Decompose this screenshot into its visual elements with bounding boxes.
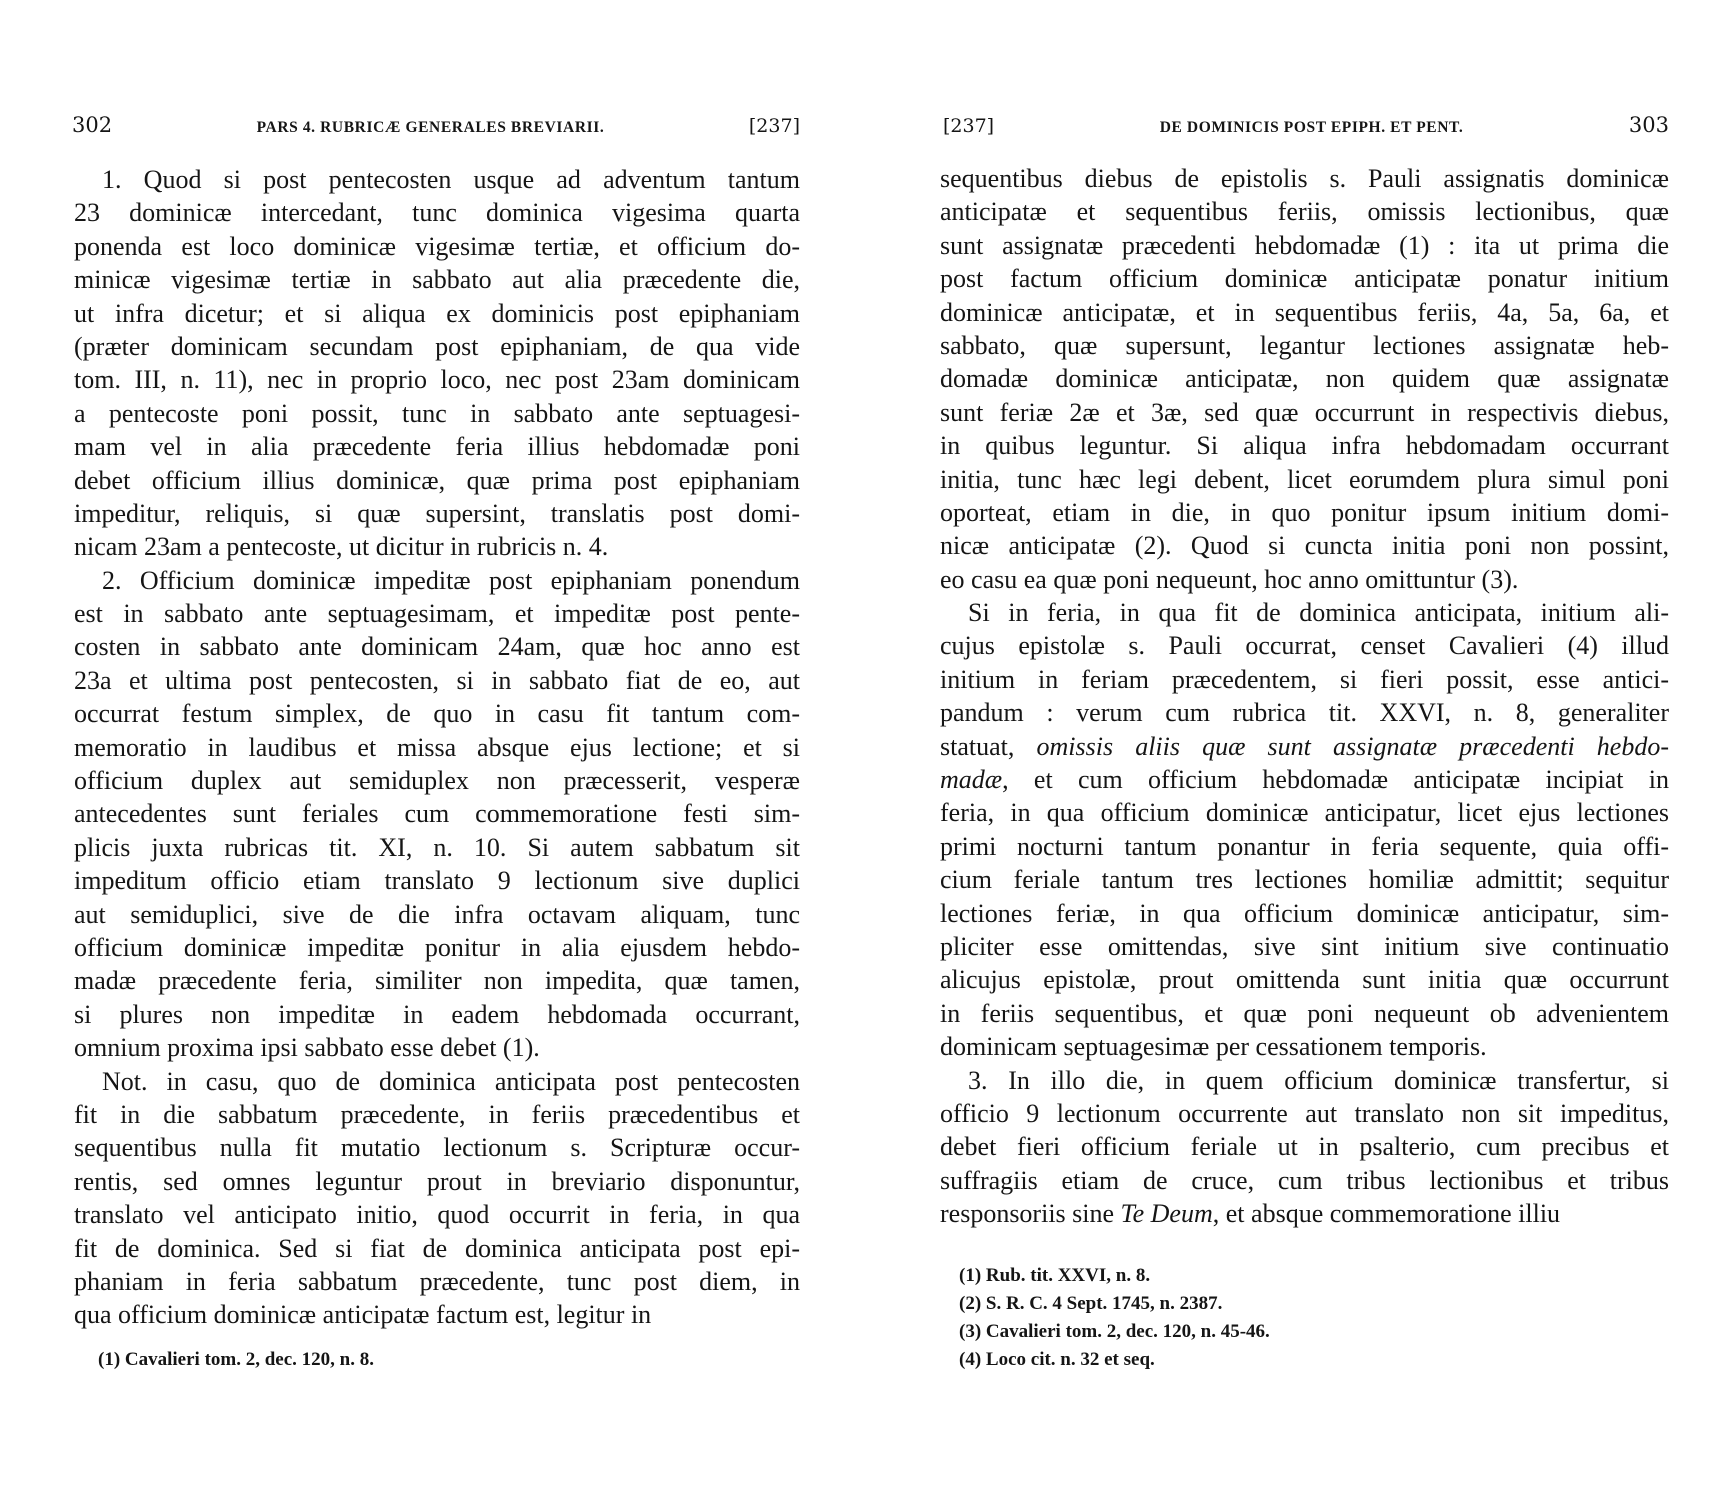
right-footnotes xyxy=(959,1262,1270,1374)
right-running-head xyxy=(943,113,1669,143)
left-text-line: mam vel in alia præcedente feria illius hebdomadæ poni xyxy=(74,432,800,462)
left-text-line: (præter dominicam secundam post epiphaniam, de qua vide xyxy=(74,331,800,361)
right-footnote: (4) Loco cit. n. 32 et seq. xyxy=(959,1349,1155,1370)
right-text-line: sunt assignatæ præcedenti hebdomadæ (1) : ita ut prima die xyxy=(940,230,1669,260)
left-text-line: costen in sabbato ante dominicam 24am, quæ hoc anno est xyxy=(74,632,800,662)
left-text-line: omnium proxima ipsi sabbato esse debet (1). xyxy=(74,1033,540,1063)
left-text-line: Not. in casu, quo de dominica anticipata post pentecosten xyxy=(102,1066,800,1096)
right-text-line: Si in feria, in qua fit de dominica anticipata, initium ali- xyxy=(968,598,1669,628)
right-text-line: madæ, et cum officium hebdomadæ anticipatæ incipiat in xyxy=(940,765,1669,795)
left-text-line: debet officium illius dominicæ, quæ prima post epiphaniam xyxy=(74,465,800,495)
left-text-line: ponenda est loco dominicæ vigesimæ tertiæ, et officium do- xyxy=(74,231,800,261)
right-text-line: sunt feriæ 2æ et 3æ, sed quæ occurrunt in respectivis diebus, xyxy=(940,397,1669,427)
left-text-line: ut infra dicetur; et si aliqua ex dominicis post epiphaniam xyxy=(74,298,800,328)
right-text-line: sabbato, quæ supersunt, legantur lectiones assignatæ heb- xyxy=(940,330,1669,360)
left-text-line: 23 dominicæ intercedant, tunc dominica vigesima quarta xyxy=(74,198,800,228)
right-text-line: primi nocturni tantum ponantur in feria sequente, quia offi- xyxy=(940,831,1669,861)
left-text-line: sequentibus nulla fit mutatio lectionum s. Scripturæ occur- xyxy=(74,1133,800,1163)
right-text-line: officio 9 lectionum occurrente aut translato non sit impeditus, xyxy=(940,1098,1669,1128)
right-text-line: debet fieri officium feriale ut in psalterio, cum precibus et xyxy=(940,1132,1669,1162)
left-footnote: (1) Cavalieri tom. 2, dec. 120, n. 8. xyxy=(98,1349,374,1370)
right-text-line: pliciter esse omittendas, sive sint initium sive continuatio xyxy=(940,931,1669,961)
left-body-text xyxy=(74,163,800,1332)
left-text-line: si plures non impeditæ in eadem hebdomada occurrant, xyxy=(74,999,800,1029)
left-text-line: officium dominicæ impeditæ ponitur in alia ejusdem hebdo- xyxy=(74,932,800,962)
left-text-line: impeditum officio etiam translato 9 lectionum sive duplici xyxy=(74,866,800,896)
left-text-line: aut semiduplici, sive de die infra octavam aliquam, tunc xyxy=(74,899,800,929)
right-section-ref: [237] xyxy=(943,115,995,137)
left-text-line: occurrat festum simplex, de quo in casu fit tantum com- xyxy=(74,699,800,729)
right-text-line: alicujus epistolæ, prout omittenda sunt initia quæ occurrunt xyxy=(940,965,1669,995)
right-text-line: initia, tunc hæc legi debent, licet eorumdem plura simul poni xyxy=(940,464,1669,494)
right-page-number: 303 xyxy=(1628,113,1669,137)
right-text-line: cium feriale tantum tres lectiones homiliæ admittit; sequitur xyxy=(940,865,1669,895)
right-text-line: sequentibus diebus de epistolis s. Pauli assignatis dominicæ xyxy=(940,164,1669,193)
right-text-line: dominicæ anticipatæ, et in sequentibus feriis, 4a, 5a, 6a, et xyxy=(940,297,1669,327)
right-text-line: suffragiis etiam de cruce, cum tribus lectionibus et tribus xyxy=(940,1165,1669,1195)
right-text-line: dominicam septuagesimæ per cessationem temporis. xyxy=(940,1032,1487,1062)
right-page xyxy=(867,0,1734,1500)
left-text-line: antecedentes sunt feriales cum commemoratione festi sim- xyxy=(74,799,800,829)
right-text-line: in feriis sequentibus, et quæ poni nequeunt ob advenientem xyxy=(940,998,1669,1028)
right-text-line: eo casu ea quæ poni nequeunt, hoc anno omittuntur (3). xyxy=(940,564,1519,594)
right-text-line: 3. In illo die, in quem officium dominicæ transfertur, si xyxy=(968,1065,1669,1095)
left-page-number: 302 xyxy=(72,113,113,137)
right-text-line: anticipatæ et sequentibus feriis, omissis lectionibus, quæ xyxy=(940,197,1669,227)
left-text-line: memoratio in laudibus et missa absque ejus lectione; et si xyxy=(74,732,800,762)
right-running-title: DE DOMINICIS POST EPIPH. ET PENT. xyxy=(1159,119,1464,136)
left-text-line: 23a et ultima post pentecosten, si in sabbato fiat de eo, aut xyxy=(74,665,800,695)
left-text-line: madæ præcedente feria, similiter non impedita, quæ tamen, xyxy=(74,966,800,996)
right-text-line: initium in feriam præcedentem, si fieri possit, esse antici- xyxy=(940,664,1669,694)
left-running-title: PARS 4. RUBRICÆ GENERALES BREVIARII. xyxy=(256,119,605,136)
right-text-line: statuat, omissis aliis quæ sunt assignatæ præcedenti hebdo- xyxy=(940,731,1669,761)
right-text-line: lectiones feriæ, in qua officium dominicæ anticipatur, sim- xyxy=(940,898,1669,928)
left-text-line: tom. III, n. 11), nec in proprio loco, nec post 23am dominicam xyxy=(74,365,800,395)
left-text-line: 1. Quod si post pentecosten usque ad adventum tantum xyxy=(102,165,800,194)
right-footnote: (1) Rub. tit. XXVI, n. 8. xyxy=(959,1265,1151,1286)
left-section-ref: [237] xyxy=(748,115,800,137)
left-text-line: translato vel anticipato initio, quod occurrit in feria, in qua xyxy=(74,1200,800,1230)
left-text-line: officium duplex aut semiduplex non præcesserit, vesperæ xyxy=(74,766,800,796)
left-text-line: a pentecoste poni possit, tunc in sabbato ante septuagesi- xyxy=(74,398,800,428)
right-text-line: in quibus leguntur. Si aliqua infra hebdomadam occurrant xyxy=(940,431,1669,461)
left-text-line: phaniam in feria sabbatum præcedente, tunc post diem, in xyxy=(74,1266,800,1296)
right-text-line: responsoriis sine Te Deum, et absque commemoratione illiu xyxy=(940,1199,1561,1229)
left-text-line: impeditur, reliquis, si quæ supersint, translatis post domi- xyxy=(74,498,800,528)
right-text-line: feria, in qua officium dominicæ anticipatur, licet ejus lectiones xyxy=(940,798,1669,828)
right-text-line: oporteat, etiam in die, in quo ponitur ipsum initium domi- xyxy=(940,497,1669,527)
left-text-line: nicam 23am a pentecoste, ut dicitur in rubricis n. 4. xyxy=(74,532,609,562)
right-text-line: post factum officium dominicæ anticipatæ ponatur initium xyxy=(940,264,1669,294)
right-text-line: cujus epistolæ s. Pauli occurrat, censet Cavalieri (4) illud xyxy=(940,631,1669,661)
left-footnotes xyxy=(98,1346,374,1374)
left-text-line: minicæ vigesimæ tertiæ in sabbato aut alia præcedente die, xyxy=(74,265,800,295)
left-text-line: plicis juxta rubricas tit. XI, n. 10. Si autem sabbatum sit xyxy=(74,832,800,862)
right-text-line: domadæ dominicæ anticipatæ, non quidem quæ assignatæ xyxy=(940,364,1669,394)
right-footnote: (2) S. R. C. 4 Sept. 1745, n. 2387. xyxy=(959,1293,1223,1314)
left-text-line: est in sabbato ante septuagesimam, et impeditæ post pente- xyxy=(74,599,800,629)
left-text-line: fit in die sabbatum præcedente, in feriis præcedentibus et xyxy=(74,1099,800,1129)
left-text-line: qua officium dominicæ anticipatæ factum est, legitur in xyxy=(74,1300,652,1330)
right-body-text xyxy=(940,162,1669,1231)
right-text-line: pandum : verum cum rubrica tit. XXVI, n. 8, generaliter xyxy=(940,698,1669,728)
right-footnote: (3) Cavalieri tom. 2, dec. 120, n. 45-46. xyxy=(959,1321,1270,1342)
left-text-line: fit de dominica. Sed si fiat de dominica anticipata post epi- xyxy=(74,1233,800,1263)
left-running-head xyxy=(72,113,800,143)
right-text-line: nicæ anticipatæ (2). Quod si cuncta initia poni non possint, xyxy=(940,531,1669,561)
left-text-line: rentis, sed omnes leguntur prout in breviario disponuntur, xyxy=(74,1166,800,1196)
left-text-line: 2. Officium dominicæ impeditæ post epiphaniam ponendum xyxy=(102,565,800,595)
